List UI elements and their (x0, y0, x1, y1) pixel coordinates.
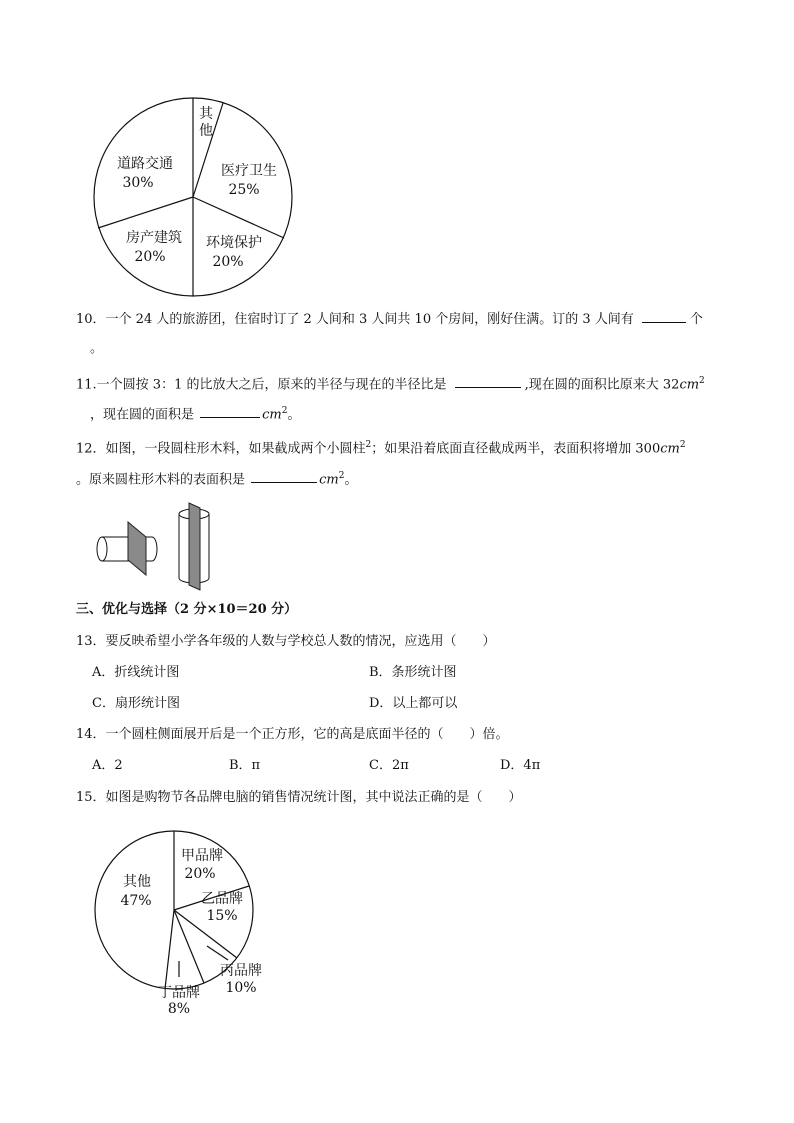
q13-option-b[interactable]: B．条形统计图 (369, 665, 457, 680)
pie2-other-label: 其他 (123, 874, 151, 890)
q12-unit: cm (660, 441, 680, 457)
q12-exp1: 2 (365, 440, 372, 450)
pie1-env-label: 环境保护 (206, 235, 262, 251)
pie2-other-percent: 47% (120, 893, 152, 909)
q10-tail: 个 (689, 312, 703, 327)
q13-option-a[interactable]: A．折线统计图 (92, 665, 180, 680)
pie2-yi-percent: 15% (206, 908, 238, 924)
q11-unit: cm (679, 377, 700, 393)
q10-answer-blank[interactable] (642, 310, 686, 323)
v-cut-plane (189, 503, 200, 590)
question-14: 14．一个圆柱侧面展开后是一个正方形，它的高是底面半径的（ ）倍。 (76, 727, 509, 742)
pie1-road-label: 道路交通 (117, 156, 173, 172)
question-13: 13．要反映希望小学各年级的人数与学校总人数的情况，应选用（ ） (76, 634, 496, 649)
pie2-jia-percent: 20% (184, 866, 216, 882)
q12-line2 (76, 467, 358, 489)
q11-answer-blank-1[interactable] (455, 375, 521, 388)
question-10 (76, 310, 703, 329)
pie2-ding-label: 丁品牌 (158, 985, 200, 1001)
q11-exp: 2 (699, 376, 705, 386)
pie1-other-label-1: 其 (199, 106, 213, 122)
q11-mid: ,现在圆的面积比原来大 32 (524, 377, 680, 393)
q12-line2-exp: 2 (338, 471, 345, 481)
h-cut-plane (128, 522, 146, 575)
q12-answer-blank[interactable] (251, 470, 317, 483)
q11-answer-blank-2[interactable] (200, 405, 260, 418)
pie1-house-label: 房产建筑 (126, 230, 182, 246)
q10-text: 10．一个 24 人的旅游团，住宿时订了 2 人间和 3 人间共 10 个房间，刚好住满。订的 3 人间有 (76, 312, 634, 327)
q11-text: 11.一个圆按 3：1 的比放大之后，原来的半径与现在的半径比是 (76, 377, 447, 393)
q11-line2 (90, 402, 301, 424)
pie1-divider-left (98, 197, 193, 228)
q12-exp: 2 (679, 440, 686, 450)
pie-chart-industries (90, 95, 300, 305)
pie2-divider-d (165, 910, 174, 989)
pie1-road-percent: 30% (122, 175, 154, 191)
pie2-ding-percent: 8% (167, 1001, 191, 1017)
q11-line2-end: 。 (287, 407, 301, 423)
pie1-other-label-2: 他 (199, 123, 213, 139)
q11-line2-exp: 2 (281, 406, 288, 416)
q13-option-d[interactable]: D．以上都可以 (369, 696, 458, 711)
pie1-medical-percent: 25% (228, 182, 260, 198)
pie1-house-percent: 20% (134, 249, 166, 265)
q11-line2-unit: cm (262, 407, 282, 423)
q10-continuation: 。 (90, 341, 104, 356)
pie2-bing-percent: 10% (225, 980, 257, 996)
q12-text: 12．如图，一段圆柱形木料，如果截成两个小圆柱 (76, 441, 366, 457)
q14-option-c[interactable]: C．2π (369, 758, 409, 773)
q11-line2-text: ，现在圆的面积是 (90, 407, 195, 423)
section-3-title: 三、优化与选择（2 分×10＝20 分） (76, 602, 298, 617)
question-15: 15．如图是购物节各品牌电脑的销售情况统计图，其中说法正确的是（ ） (76, 790, 522, 805)
question-12 (76, 436, 686, 458)
pie-chart-brands (88, 830, 278, 1020)
q14-option-b[interactable]: B．π (229, 758, 261, 773)
h-cylinder-left-end (97, 537, 107, 561)
q13-option-c[interactable]: C．扇形统计图 (92, 696, 180, 711)
q12-line2-unit: cm (319, 472, 339, 488)
q14-option-d[interactable]: D．4π (500, 758, 541, 773)
cylinder-figures (92, 500, 222, 592)
pie2-jia-label: 甲品牌 (181, 848, 223, 864)
pie1-medical-label: 医疗卫生 (221, 163, 277, 179)
pie1-divider-right (193, 197, 284, 238)
pie1-env-percent: 20% (212, 254, 244, 270)
q12-line2-text: 。原来圆柱形木料的表面积是 (76, 472, 246, 488)
pie2-bing-label: 丙品牌 (220, 963, 262, 979)
q12-text2: ；如果沿着底面直径截成两半，表面积将增加 300 (371, 441, 661, 457)
q12-line2-end: 。 (344, 472, 358, 488)
pie2-yi-label: 乙品牌 (201, 891, 243, 907)
q14-option-a[interactable]: A．2 (92, 758, 123, 773)
question-11 (76, 372, 705, 394)
